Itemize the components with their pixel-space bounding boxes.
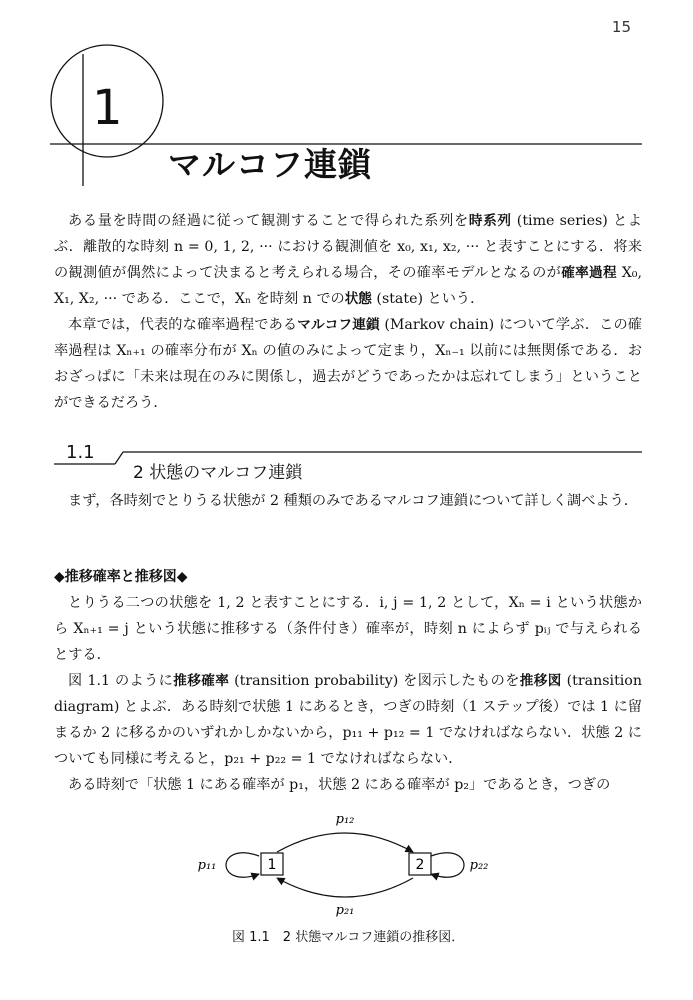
label-p12: p₁₂ <box>335 812 355 827</box>
arrow-2-to-1 <box>277 878 413 897</box>
keyword-markov-chain: マルコフ連鎖 <box>297 317 380 333</box>
label-p21: p₂₁ <box>335 903 355 918</box>
transition-diagram <box>195 808 495 920</box>
section-paragraph-1: まず，各時刻でとりうる状態が 2 種類のみであるマルコフ連鎖について詳しく調べよう． <box>68 493 638 509</box>
subsection-paragraph-1: とりうる二つの状態を 1, 2 と表すことにする．i, j = 1, 2 として，Xₙ = i という状態から Xₙ₊₁ = j という状態に推移する（条件付き）確率が，時刻 n によらず pᵢⱼ で与えられるとする． <box>54 595 642 663</box>
section-header-ornament <box>0 440 693 480</box>
intro-paragraph-2: 本章では，代表的な確率過程であるマルコフ連鎖 (Markov chain) について学ぶ．この確率過程は Xₙ₊₁ の確率分布が Xₙ の値のみによって定まり，Xₙ₋₁ 以前には無関係である．おおざっぱに「未来は現在のみに関係し，過去がどうであったかは忘れてしまう」ということができるだろう． <box>54 317 642 411</box>
subsection-text <box>54 590 642 798</box>
state-1-label: 1 <box>267 857 277 873</box>
intro-text <box>54 208 642 416</box>
keyword-transition-probability: 推移確率 <box>173 673 230 689</box>
keyword-stochastic-process: 確率過程 <box>561 265 617 281</box>
chapter-title: マルコフ連鎖 <box>168 145 372 184</box>
state-2-label: 2 <box>415 857 425 873</box>
label-p11: p₁₁ <box>197 858 217 873</box>
section-title: 2 状態のマルコフ連鎖 <box>133 463 303 483</box>
section-number: 1.1 <box>66 442 95 463</box>
chapter-number: 1 <box>92 80 123 136</box>
self-loop-1 <box>226 853 259 877</box>
intro-paragraph-1: ある量を時間の経過に従って観測することで得られた系列を時系列 (time series) とよぶ．離散的な時刻 n = 0, 1, 2, ··· における観測値を x₀, x₁, x₂, ··· と表すことにする．将来の観測値が偶然によって決まると考えられる場合，その確率モデルとなるのが確率過程 X₀, X₁, X₂, ··· である．ここで，Xₙ を時刻 n での状態 (state) という． <box>54 213 643 307</box>
subsection-paragraph-3: ある時刻で「状態 1 にある確率が p₁，状態 2 にある確率が p₂」であるとき，つぎの <box>68 777 611 793</box>
keyword-time-series: 時系列 <box>468 213 512 229</box>
keyword-transition-diagram: 推移図 <box>519 673 562 689</box>
figure-caption: 図 1.1 2 状態マルコフ連鎖の推移図． <box>232 930 465 945</box>
subsection-title: ◆推移確率と推移図◆ <box>54 569 188 585</box>
page-number: 15 <box>611 18 631 36</box>
arrow-1-to-2 <box>277 833 413 852</box>
label-p22: p₂₂ <box>469 858 489 873</box>
section-slash <box>115 452 123 464</box>
self-loop-2 <box>431 853 464 877</box>
keyword-state: 状態 <box>344 291 372 307</box>
section-intro-text <box>54 488 642 514</box>
subsection-paragraph-2: 図 1.1 のように推移確率 (transition probability) を図示したものを推移図 (transition diagram) とよぶ．ある時刻で状態 1 にあるとき，つぎの時刻（1 ステップ後）では 1 に留まるか 2 に移るかのいずれかしかないから，p₁₁ + p₁₂ = 1 でなければならない．状態 2 についても同様に考えると，p₂₁ + p₂₂ = 1 でなければならない． <box>54 673 642 767</box>
